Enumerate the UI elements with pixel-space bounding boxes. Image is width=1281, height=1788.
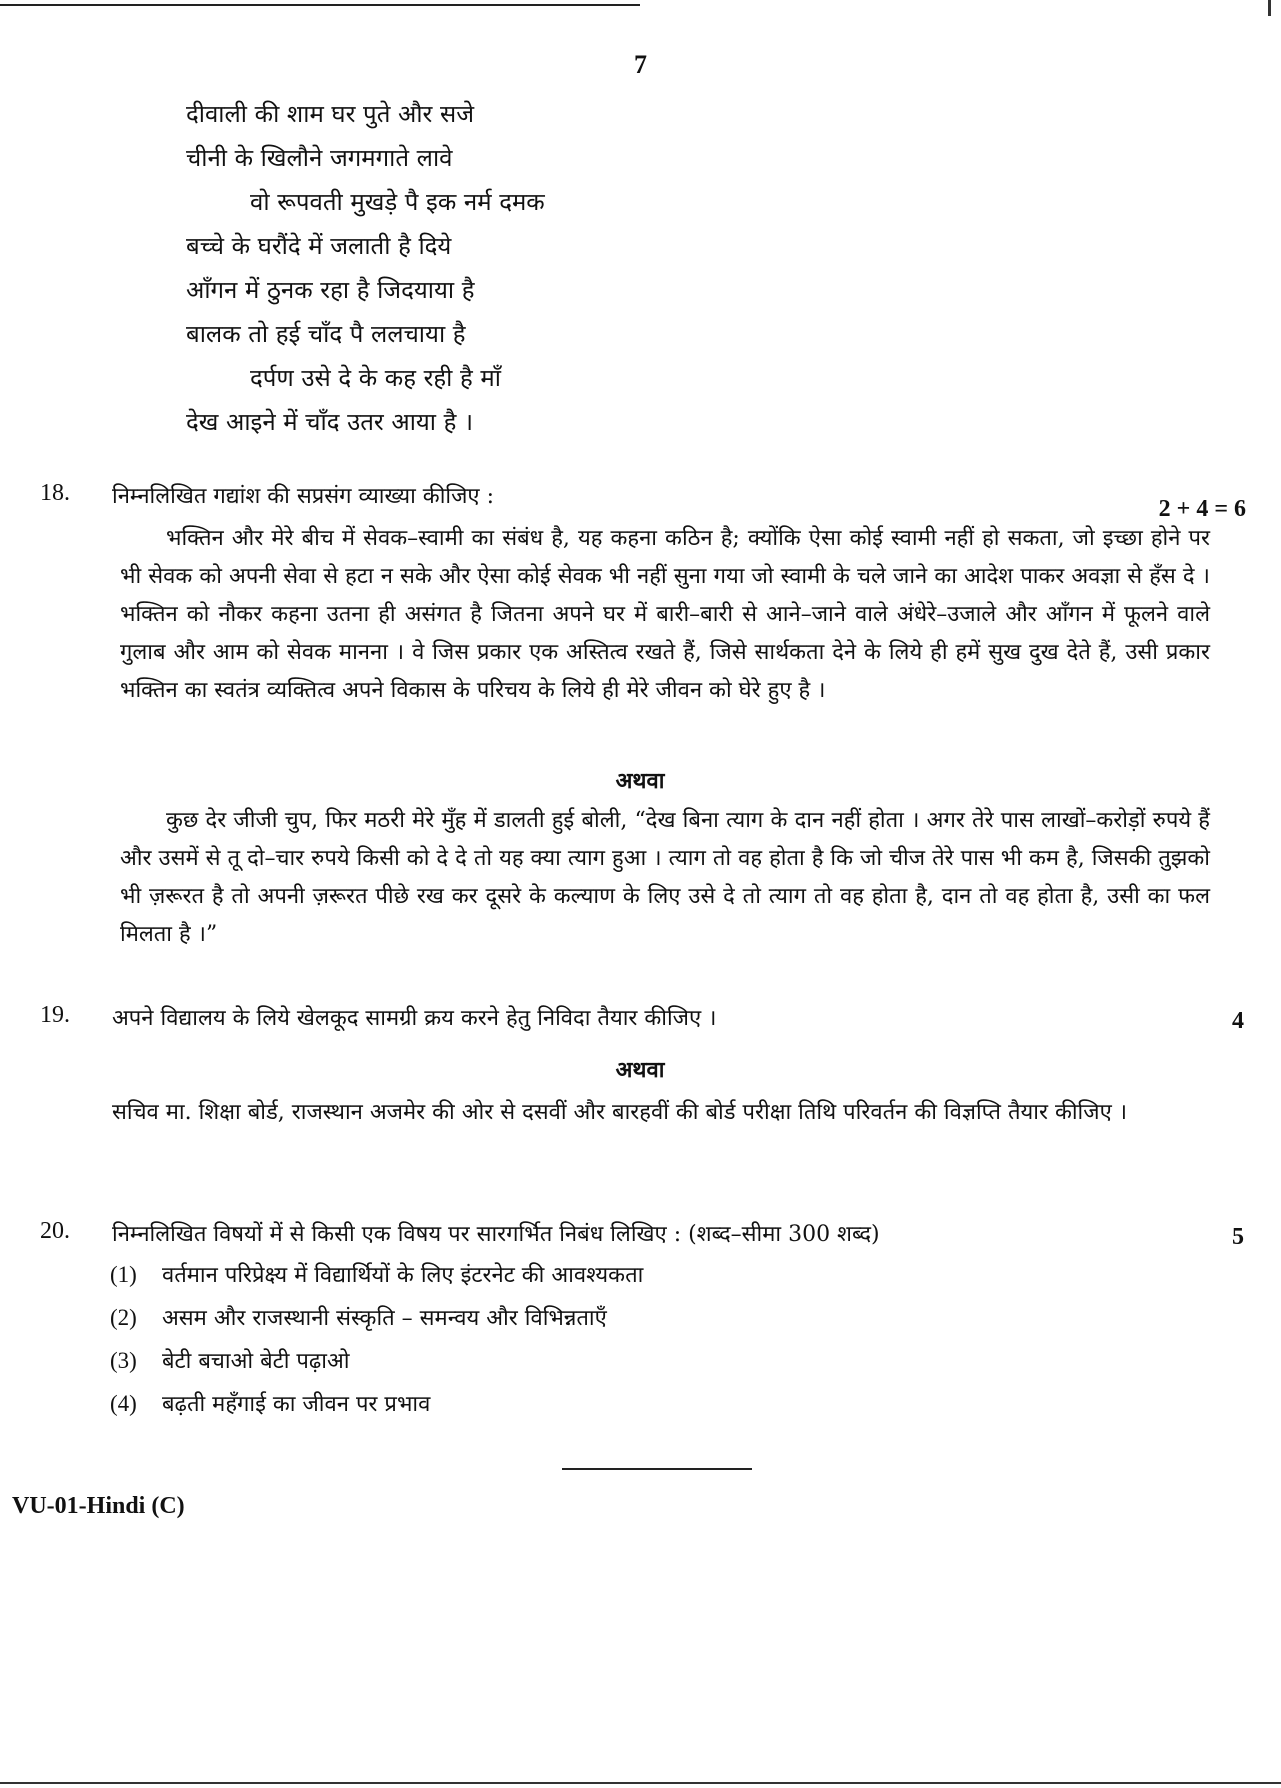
page-number: 7	[634, 50, 647, 79]
question-20	[40, 1218, 1244, 1438]
essay-topic-list	[110, 1254, 643, 1426]
end-divider	[562, 1468, 752, 1470]
paper-code: VU-01-Hindi (C)	[12, 1493, 185, 1519]
poem-line: बच्चे के घरौंदे में जलाती है दिये	[186, 232, 452, 260]
question-title: अपने विद्यालय के लिये खेलकूद सामग्री क्रय करने हेतु निविदा तैयार कीजिए ।	[112, 1006, 717, 1031]
poem-line: देख आइने में चाँद उतर आया है ।	[186, 408, 474, 436]
poem-line: आँगन में ठुनक रहा है जिदयाया है	[186, 276, 475, 304]
question-marks: 2 + 4 = 6	[1158, 496, 1246, 522]
question-marks: 4	[1232, 1008, 1244, 1034]
list-item: (4) बढ़ती महँगाई का जीवन पर प्रभाव	[110, 1391, 431, 1417]
poem-line: बालक तो हई चाँद पै ललचाया है	[186, 320, 466, 348]
passage-paragraph	[120, 520, 1210, 710]
alternative-task: सचिव मा. शिक्षा बोर्ड, राजस्थान अजमेर की ओर से दसवीं और बारहवीं की बोर्ड परीक्षा तिथि परिवर्तन की विज्ञप्ति तैयार कीजिए ।	[112, 1100, 1128, 1125]
question-number: 19.	[40, 1002, 70, 1028]
list-item: (1) वर्तमान परिप्रेक्ष्य में विद्यार्थियों के लिए इंटरनेट की आवश्यकता	[110, 1262, 644, 1288]
list-item: (2) असम और राजस्थानी संस्कृति – समन्वय और विभिन्नताएँ	[110, 1305, 607, 1331]
question-title: निम्नलिखित गद्यांश की सप्रसंग व्याख्या कीजिए :	[112, 484, 494, 509]
poem-block	[186, 92, 545, 444]
scan-border-line-bottom	[0, 1782, 1281, 1784]
poem-line: दर्पण उसे दे के कह रही है माँ	[250, 364, 501, 392]
question-number: 18.	[40, 480, 70, 506]
passage-text: भक्तिन और मेरे बीच में सेवक–स्वामी का संबंध है, यह कहना कठिन है; क्योंकि ऐसा कोई स्वामी नहीं हो सकता, जो इच्छा होने पर भी सेवक को अपनी सेवा से हटा न सके और ऐसा कोई सेवक भी नहीं सुना गया जो स्वामी के चले जाने का आदेश पाकर अवज्ञा से हँस दे । भक्तिन को नौकर कहना उतना ही असंगत है जितना अपने घर में बारी–बारी से आने–जाने वाले अंधेरे–उजाले और आँगन में फूलने वाले गुलाब और आम को सेवक मानना । वे जिस प्रकार एक अस्तित्व रखते हैं, जिसे सार्थकता देने के लिये ही हमें सुख दुख देते हैं, उसी प्रकार भक्तिन का स्वतंत्र व्यक्तित्व अपने विकास के परिचय के लिये ही मेरे जीवन को घेरे हुए है ।	[120, 526, 1210, 703]
question-number: 20.	[40, 1218, 70, 1244]
or-label: अथवा	[615, 1057, 665, 1083]
question-marks: 5	[1232, 1224, 1244, 1250]
question-19	[40, 1002, 1244, 1162]
scan-edge-mark	[1268, 0, 1271, 16]
passage-text: कुछ देर जीजी चुप, फिर मठरी मेरे मुँह में डालती हुई बोली, “देख बिना त्याग के दान नहीं होता । अगर तेरे पास लाखों–करोड़ों रुपये हैं और उसमें से तू दो–चार रुपये किसी को दे दे तो यह क्या त्याग हुआ । त्याग तो वह होता है कि जो चीज तेरे पास भी कम है, जिसकी तुझको भी ज़रूरत है तो अपनी ज़रूरत पीछे रख कर दूसरे के कल्याण के लिए उसे दे तो त्याग तो वह होता है, दान तो वह होता है, उसी का फल मिलता है ।”	[120, 808, 1210, 947]
question-title: निम्नलिखित विषयों में से किसी एक विषय पर सारगर्भित निबंध लिखिए : (शब्द–सीमा 300 शब्द)	[112, 1222, 880, 1247]
scan-border-line	[0, 4, 640, 6]
poem-line: वो रूपवती मुखड़े पै इक नर्म दमक	[250, 188, 545, 216]
passage-paragraph-alt	[120, 802, 1210, 954]
or-label: अथवा	[615, 768, 665, 794]
poem-line: दीवाली की शाम घर पुते और सजे	[186, 100, 475, 128]
poem-line: चीनी के खिलौने जगमगाते लावे	[186, 144, 453, 172]
list-item: (3) बेटी बचाओ बेटी पढ़ाओ	[110, 1348, 350, 1374]
question-18	[40, 480, 1246, 980]
